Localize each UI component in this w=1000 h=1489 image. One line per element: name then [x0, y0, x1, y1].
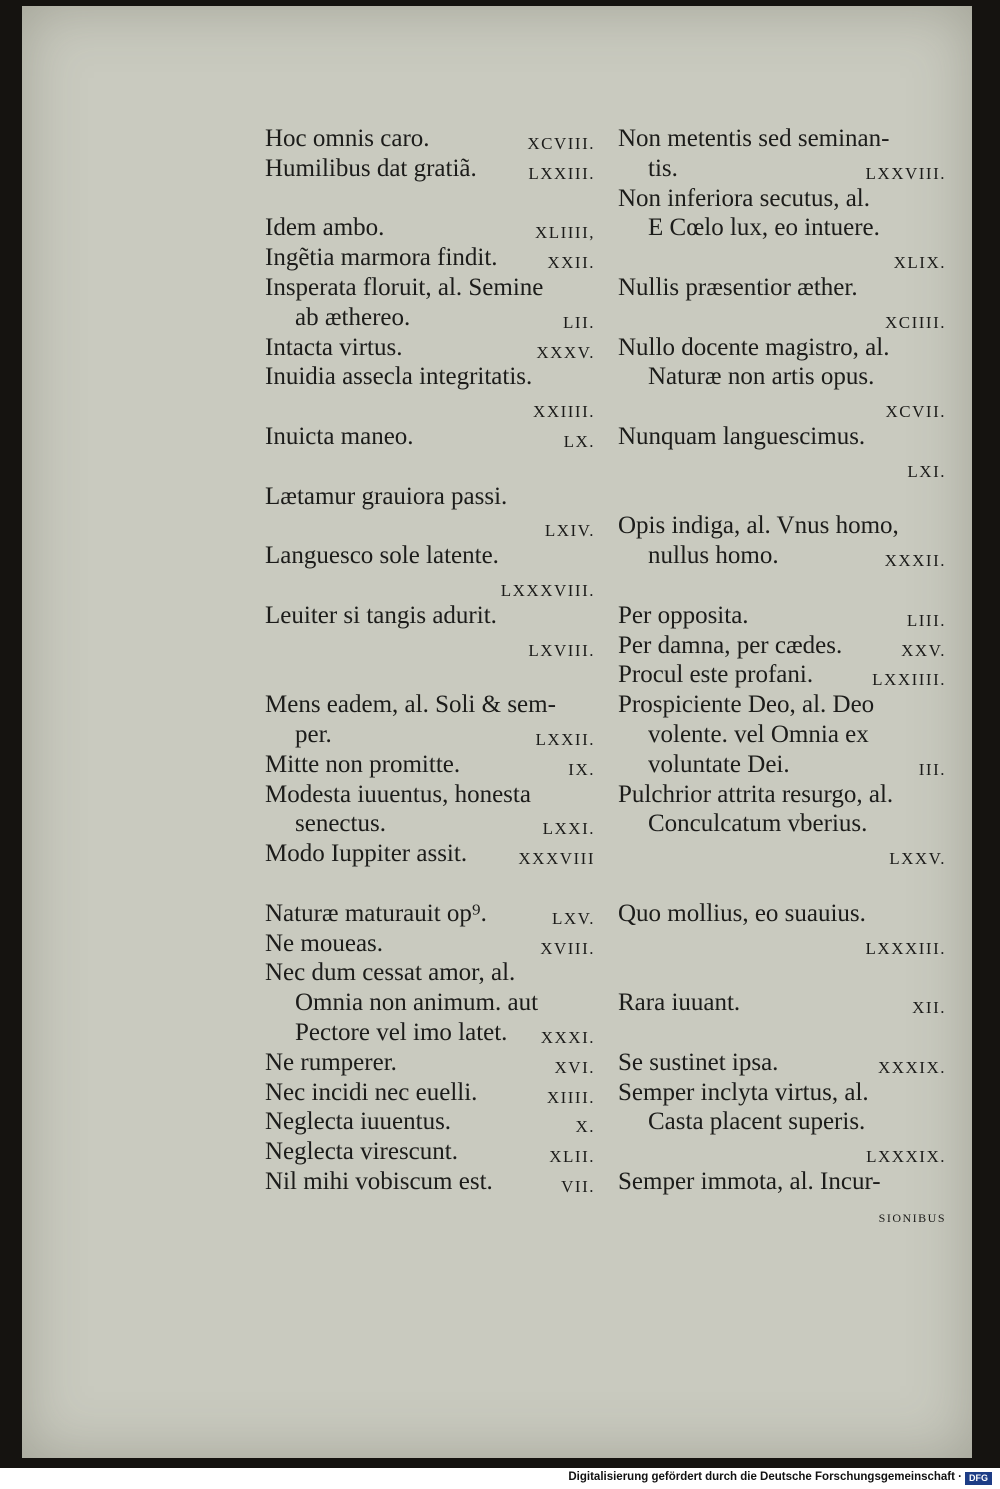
emblem-number: X.	[575, 1117, 595, 1137]
index-entry	[618, 273, 946, 303]
motto-text: Casta placent superis.	[648, 1108, 866, 1136]
motto-text: senectus.	[295, 810, 386, 838]
index-entry	[265, 958, 595, 988]
index-entry	[618, 929, 946, 959]
index-entry	[618, 1107, 946, 1137]
emblem-number: LXXXIII.	[865, 938, 946, 958]
motto-text: Insperata floruit, al. Semine	[265, 273, 544, 301]
emblem-number: XIIII.	[546, 1087, 595, 1107]
index-entry	[618, 780, 946, 810]
dfg-logo-icon: DFG	[965, 1472, 992, 1485]
index-entry	[265, 541, 595, 571]
emblem-number: XCVII.	[885, 402, 946, 422]
motto-text: Ne rumperer.	[265, 1048, 397, 1076]
index-entry	[618, 750, 946, 780]
index-entry	[265, 511, 595, 541]
index-entry	[618, 184, 946, 214]
motto-text: Neglecta iuuentus.	[265, 1108, 452, 1136]
motto-text: Opis indiga, al. Vnus homo,	[618, 512, 899, 540]
index-entry	[618, 809, 946, 839]
motto-text: Naturæ maturauit op⁹.	[265, 899, 487, 927]
motto-text: Pulchrior attrita resurgo, al.	[618, 780, 894, 808]
emblem-number: XCVIII.	[527, 134, 595, 153]
index-entry	[265, 899, 595, 929]
index-entry	[265, 1048, 595, 1078]
emblem-number: LXXXVIII.	[500, 580, 595, 600]
motto-text: tis.	[648, 154, 678, 182]
motto-text: Per opposita.	[618, 601, 749, 629]
index-entry	[618, 1197, 946, 1227]
index-entry	[618, 541, 946, 571]
emblem-number: III.	[918, 759, 946, 779]
motto-text: Omnia non animum. aut	[295, 989, 539, 1017]
emblem-number: XXXII.	[884, 551, 946, 571]
index-entry	[265, 392, 595, 422]
index-entry	[265, 362, 595, 392]
motto-text: Conculcatum vberius.	[648, 810, 868, 838]
emblem-number: sionibus	[878, 1206, 946, 1226]
index-entry	[265, 422, 595, 452]
index-spacer	[618, 1018, 946, 1048]
index-entry	[265, 124, 595, 154]
motto-text: per.	[295, 720, 332, 748]
index-entry	[618, 1048, 946, 1078]
emblem-number: LXVIII.	[528, 640, 595, 660]
index-entry	[265, 303, 595, 333]
motto-text: Inuicta maneo.	[265, 422, 414, 450]
index-entry	[618, 392, 946, 422]
index-entry	[618, 631, 946, 661]
motto-text: Non inferiora secutus, al.	[618, 184, 871, 212]
motto-text: Inuidia assecla integritatis.	[265, 363, 533, 391]
motto-text: Ingẽtia marmora findit.	[265, 244, 498, 272]
emblem-number: XLIIII,	[534, 223, 595, 243]
index-entry	[618, 154, 946, 184]
index-entry	[265, 333, 595, 363]
index-spacer	[618, 482, 946, 512]
motto-text: Nullis præsentior æther.	[618, 273, 858, 301]
index-spacer	[618, 869, 946, 899]
emblem-number: LXXV.	[889, 849, 946, 869]
index-spacer	[265, 660, 595, 690]
index-entry	[618, 362, 946, 392]
index-entry	[618, 124, 946, 154]
funding-credit: Digitalisierung gefördert durch die Deutsche Forschungsgemeinschaft ·	[568, 1471, 962, 1483]
index-entry	[265, 1137, 595, 1167]
motto-text: Nil mihi vobiscum est.	[265, 1167, 493, 1195]
emblem-number: XXXI.	[540, 1027, 595, 1047]
index-spacer	[265, 184, 595, 214]
motto-text: ab æthereo.	[295, 303, 411, 331]
index-entry	[265, 601, 595, 631]
motto-text: Nec incidi nec euelli.	[265, 1078, 478, 1106]
index-entry	[265, 809, 595, 839]
emblem-number: XXII.	[547, 253, 595, 273]
index-entry	[265, 690, 595, 720]
emblem-number: XLIX.	[893, 253, 946, 273]
index-entry	[618, 601, 946, 631]
emblem-number: XII.	[912, 998, 946, 1018]
motto-text: Mens eadem, al. Soli & sem-	[265, 691, 556, 719]
index-column-left	[265, 124, 595, 1197]
emblem-number: XXXVIII	[518, 849, 595, 869]
index-entry	[265, 1018, 595, 1048]
index-entry	[618, 213, 946, 243]
index-entry	[265, 1167, 595, 1197]
footer-bar	[0, 1468, 1000, 1489]
motto-text: E Cœlo lux, eo intuere.	[648, 214, 880, 242]
emblem-number: LXIV.	[544, 521, 595, 541]
motto-text: Languesco sole latente.	[265, 542, 499, 570]
index-entry	[265, 929, 595, 959]
motto-text: Intacta virtus.	[265, 333, 403, 361]
emblem-number: XXV.	[901, 640, 946, 660]
motto-text: Humilibus dat gratiã.	[265, 154, 477, 182]
index-entry	[618, 690, 946, 720]
motto-text: Lætamur grauiora passi.	[265, 482, 508, 510]
index-entry	[265, 631, 595, 661]
motto-text: Per damna, per cædes.	[618, 631, 843, 659]
index-entry	[618, 511, 946, 541]
index-entry	[618, 839, 946, 869]
motto-text: Semper immota, al. Incur-	[618, 1167, 881, 1195]
emblem-number: XXIIII.	[533, 402, 595, 422]
motto-text: voluntate Dei.	[648, 750, 790, 778]
motto-text: Leuiter si tangis adurit.	[265, 601, 497, 629]
motto-text: Se sustinet ipsa.	[618, 1048, 779, 1076]
index-spacer	[265, 452, 595, 482]
book-page	[22, 6, 972, 1458]
index-entry	[265, 482, 595, 512]
emblem-number: LIII.	[906, 610, 946, 630]
index-column-right	[618, 124, 946, 1226]
index-spacer	[265, 869, 595, 899]
motto-text: Rara iuuant.	[618, 989, 741, 1017]
emblem-number: XCIIII.	[884, 312, 946, 332]
index-entry	[265, 243, 595, 273]
index-entry	[618, 452, 946, 482]
emblem-number: LXXI.	[542, 819, 595, 839]
emblem-number: LII.	[563, 312, 595, 332]
motto-text: Nullo docente magistro, al.	[618, 333, 890, 361]
index-spacer	[618, 958, 946, 988]
index-entry	[265, 780, 595, 810]
index-entry	[618, 243, 946, 273]
index-entry	[265, 571, 595, 601]
index-entry	[265, 720, 595, 750]
emblem-number: LXXIII.	[528, 163, 595, 183]
emblem-number: LXI.	[907, 461, 946, 481]
index-entry	[618, 720, 946, 750]
index-entry	[265, 154, 595, 184]
motto-text: Idem ambo.	[265, 214, 385, 242]
motto-text: Ne moueas.	[265, 929, 384, 957]
motto-text: Nec dum cessat amor, al.	[265, 959, 516, 987]
index-entry	[618, 988, 946, 1018]
index-entry	[618, 333, 946, 363]
motto-text: Nunquam languescimus.	[618, 422, 866, 450]
motto-text: Hoc omnis caro.	[265, 125, 430, 152]
emblem-number: XVI.	[554, 1057, 595, 1077]
motto-text: Modesta iuuentus, honesta	[265, 780, 531, 808]
emblem-number: XXXIX.	[877, 1057, 946, 1077]
index-entry	[618, 1167, 946, 1197]
motto-text: Non metentis sed seminan-	[618, 125, 890, 152]
motto-text: Quo mollius, eo suauius.	[618, 899, 866, 927]
index-entry	[618, 1078, 946, 1108]
emblem-number: LXXIIII.	[872, 670, 946, 690]
index-entry	[618, 303, 946, 333]
motto-text: volente. vel Omnia ex	[648, 720, 869, 748]
motto-text: Semper inclyta virtus, al.	[618, 1078, 869, 1106]
emblem-number: LXXXIX.	[866, 1147, 946, 1167]
motto-text: Pectore vel imo latet.	[295, 1018, 508, 1046]
motto-text: Procul este profani.	[618, 661, 814, 689]
motto-text: Modo Iuppiter assit.	[265, 840, 468, 868]
index-entry	[265, 839, 595, 869]
index-entry	[618, 660, 946, 690]
motto-text: Naturæ non artis opus.	[648, 363, 875, 391]
emblem-number: VII.	[561, 1176, 595, 1196]
index-entry	[618, 899, 946, 929]
emblem-number: XVIII.	[540, 938, 595, 958]
index-entry	[265, 1107, 595, 1137]
emblem-number: LXXII.	[535, 729, 595, 749]
index-entry	[618, 422, 946, 452]
motto-text: Prospiciente Deo, al. Deo	[618, 691, 875, 719]
emblem-number: LXXVIII.	[865, 163, 946, 183]
index-entry	[265, 213, 595, 243]
index-entry	[265, 1078, 595, 1108]
motto-text: Mitte non promitte.	[265, 750, 461, 778]
index-entry	[265, 750, 595, 780]
motto-text: Neglecta virescunt.	[265, 1138, 458, 1166]
emblem-number: XXXV.	[536, 342, 595, 362]
emblem-number: LXV.	[552, 908, 595, 928]
index-spacer	[618, 571, 946, 601]
emblem-number: IX.	[568, 759, 595, 779]
index-entry	[265, 988, 595, 1018]
emblem-number: XLII.	[549, 1147, 595, 1167]
index-entry	[265, 273, 595, 303]
index-entry	[618, 1137, 946, 1167]
emblem-number: LX.	[563, 431, 595, 451]
motto-text: nullus homo.	[648, 542, 779, 570]
